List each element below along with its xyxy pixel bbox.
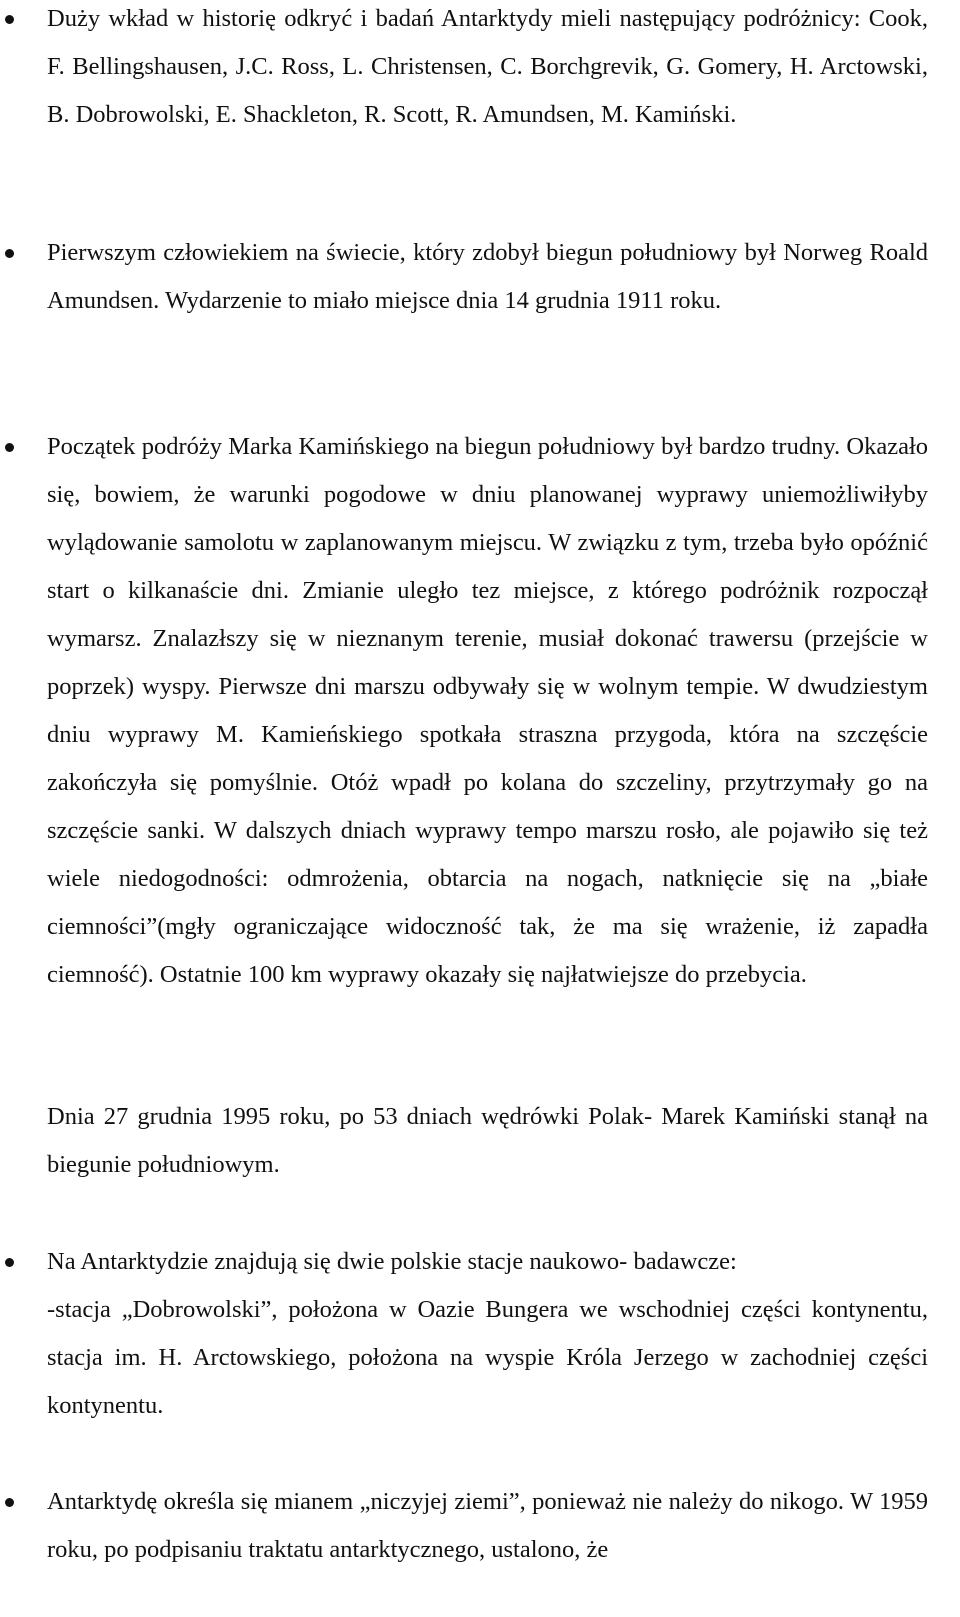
paragraph-polish-stations: Na Antarktydzie znajdują się dwie polskie stacje naukowo- badawcze: [47,1248,737,1275]
paragraph-kaminski-arrival: Dnia 27 grudnia 1995 roku, po 53 dniach wędrówki Polak- Marek Kamiński stanął na biegunie południowym. [47,1103,928,1178]
paragraph-explorers: Duży wkład w historię odkryć i badań Antarktydy mieli następujący podróżnicy: Cook, F. Bellingshausen, J.C. Ross, L. Christensen, C. Borchgrevik, G. Gomery, H. Arctowski, B. Dobrowolski, E. Shackleton, R. Scott, R. Amundsen, M. Kamiński. [47,5,928,128]
paragraph-no-mans-land: Antarktydę określa się mianem „niczyjej ziemi”, ponieważ nie należy do nikogo. W 1959 roku, po podpisaniu traktatu antarktycznego, ustalono, że [47,1488,928,1563]
paragraph-stations-list: -stacja „Dobrowolski”, położona w Oazie Bungera we wschodniej części kontynentu, stacja im. H. Arctowskiego, położona na wyspie Króla Jerzego w zachodniej części kontynentu. [47,1296,928,1419]
bullet-icon [5,1498,14,1507]
bullet-icon [5,1258,14,1267]
paragraph-amundsen: Pierwszym człowiekiem na świecie, który zdobył biegun południowy był Norweg Roald Amundsen. Wydarzenie to miało miejsce dnia 14 grudnia 1911 roku. [47,239,928,314]
bullet-icon [5,15,14,24]
paragraph-kaminski-journey: Początek podróży Marka Kamińskiego na biegun południowy był bardzo trudny. Okazało się, bowiem, że warunki pogodowe w dniu planowanej wyprawy uniemożliwiłyby wylądowanie samolotu w zaplanowanym miejscu. W związku z tym, trzeba było opóźnić start o kilkanaście dni. Zmianie uległo tez miejsce, z którego podróżnik rozpoczął wymarsz. Znalazłszy się w nieznanym terenie, musiał dokonać trawersu (przejście w poprzek) wyspy. Pierwsze dni marszu odbywały się w wolnym tempie. W dwudziestym dniu wyprawy M. Kamieńskiego spotkała straszna przygoda, która na szczęście zakończyła się pomyślnie. Otóż wpadł po kolana do szczeliny, przytrzymały go na szczęście sanki. W dalszych dniach wyprawy tempo marszu rosło, ale pojawiło się też wiele niedogodności: odmrożenia, obtarcia na nogach, natknięcie się na „białe ciemności”(mgły ograniczające widoczność tak, że ma się wrażenie, iż zapadła ciemność). Ostatnie 100 km wyprawy okazały się najłatwiejsze do przebycia. [47,433,928,988]
bullet-icon [5,443,14,452]
bullet-icon [5,249,14,258]
